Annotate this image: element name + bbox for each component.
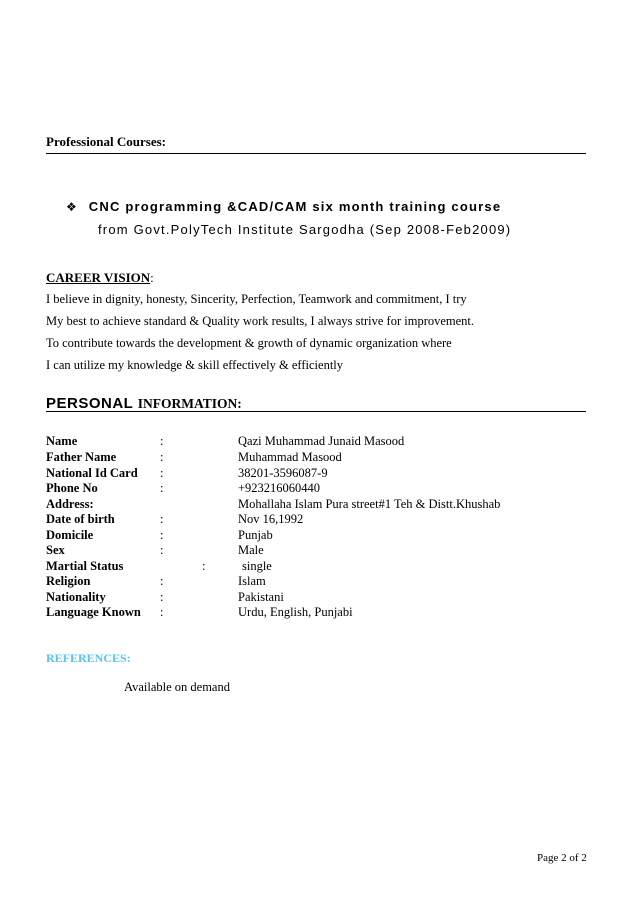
diamond-bullet-icon: ❖ bbox=[66, 200, 78, 214]
info-colon: : bbox=[160, 605, 164, 619]
info-label: Name bbox=[46, 434, 78, 448]
info-colon: : bbox=[160, 450, 164, 464]
info-row-father-name bbox=[46, 450, 606, 465]
career-vision-line: I can utilize my knowledge & skill effectively & efficiently bbox=[46, 358, 344, 372]
page-number: Page 2 of 2 bbox=[537, 852, 587, 864]
info-colon: : bbox=[160, 512, 164, 526]
section-divider bbox=[46, 153, 586, 154]
info-value: Punjab bbox=[238, 528, 273, 542]
info-row-language bbox=[46, 605, 606, 620]
info-label: Domicile bbox=[46, 528, 94, 542]
info-label: Father Name bbox=[46, 450, 117, 464]
career-vision-line: To contribute towards the development & growth of dynamic organization where bbox=[46, 336, 452, 350]
personal-information-title bbox=[46, 395, 242, 412]
info-value: +923216060440 bbox=[238, 481, 321, 495]
info-value: Nov 16,1992 bbox=[238, 512, 304, 526]
info-row-name bbox=[46, 434, 606, 449]
info-colon: : bbox=[160, 590, 164, 604]
info-value: Pakistani bbox=[238, 590, 284, 604]
career-vision-heading-line bbox=[46, 270, 154, 286]
info-value: Muhammad Masood bbox=[238, 450, 342, 464]
info-colon: : bbox=[160, 543, 164, 557]
info-colon: : bbox=[160, 481, 164, 495]
info-label: Sex bbox=[46, 543, 65, 557]
course-institute: from Govt.PolyTech Institute Sargodha (Sep 2008-Feb2009) bbox=[98, 222, 512, 237]
info-row-religion bbox=[46, 574, 606, 589]
info-row-nationality bbox=[46, 590, 606, 605]
info-colon: : bbox=[160, 466, 164, 480]
info-colon: : bbox=[202, 559, 206, 573]
info-value: Male bbox=[238, 543, 264, 557]
references-title: REFERENCES: bbox=[46, 651, 131, 665]
info-label: Nationality bbox=[46, 590, 106, 604]
info-value: Mohallaha Islam Pura street#1 Teh & Distt.Khushab bbox=[238, 497, 501, 511]
info-label: Religion bbox=[46, 574, 91, 588]
info-colon: : bbox=[160, 574, 164, 588]
info-value: Islam bbox=[238, 574, 266, 588]
section-divider bbox=[46, 411, 586, 412]
info-label: Phone No bbox=[46, 481, 98, 495]
info-colon: : bbox=[160, 434, 164, 448]
personal-title-first: PERSONAL bbox=[46, 395, 134, 412]
info-row-phone bbox=[46, 481, 606, 496]
info-row-national-id bbox=[46, 466, 606, 481]
info-value: 38201-3596087-9 bbox=[238, 466, 328, 480]
info-label: Date of birth bbox=[46, 512, 115, 526]
info-label: Language Known bbox=[46, 605, 141, 619]
info-value: Urdu, English, Punjabi bbox=[238, 605, 353, 619]
career-vision-line: My best to achieve standard & Quality work results, I always strive for improvement. bbox=[46, 314, 475, 328]
career-vision-heading: CAREER VISION bbox=[46, 270, 151, 285]
info-row-domicile bbox=[46, 528, 606, 543]
career-vision-line: I believe in dignity, honesty, Sincerity, Perfection, Teamwork and commitment, I try bbox=[46, 292, 467, 306]
info-row-sex bbox=[46, 543, 606, 558]
info-colon: : bbox=[160, 528, 164, 542]
personal-title-rest: INFORMATION: bbox=[137, 396, 242, 411]
info-label: Martial Status bbox=[46, 559, 124, 573]
info-value: single bbox=[242, 559, 272, 573]
info-label: National Id Card bbox=[46, 466, 138, 480]
professional-courses-title: Professional Courses: bbox=[46, 134, 167, 149]
references-text: Available on demand bbox=[124, 680, 230, 694]
course-title: CNC programming &CAD/CAM six month training course bbox=[88, 199, 502, 214]
info-row-date-of-birth bbox=[46, 512, 606, 527]
info-row-martial-status bbox=[46, 559, 606, 574]
info-label: Address: bbox=[46, 497, 94, 511]
info-row-address bbox=[46, 497, 606, 512]
course-item bbox=[66, 199, 501, 214]
info-value: Qazi Muhammad Junaid Masood bbox=[238, 434, 405, 448]
career-vision-heading-suffix: : bbox=[150, 270, 154, 285]
